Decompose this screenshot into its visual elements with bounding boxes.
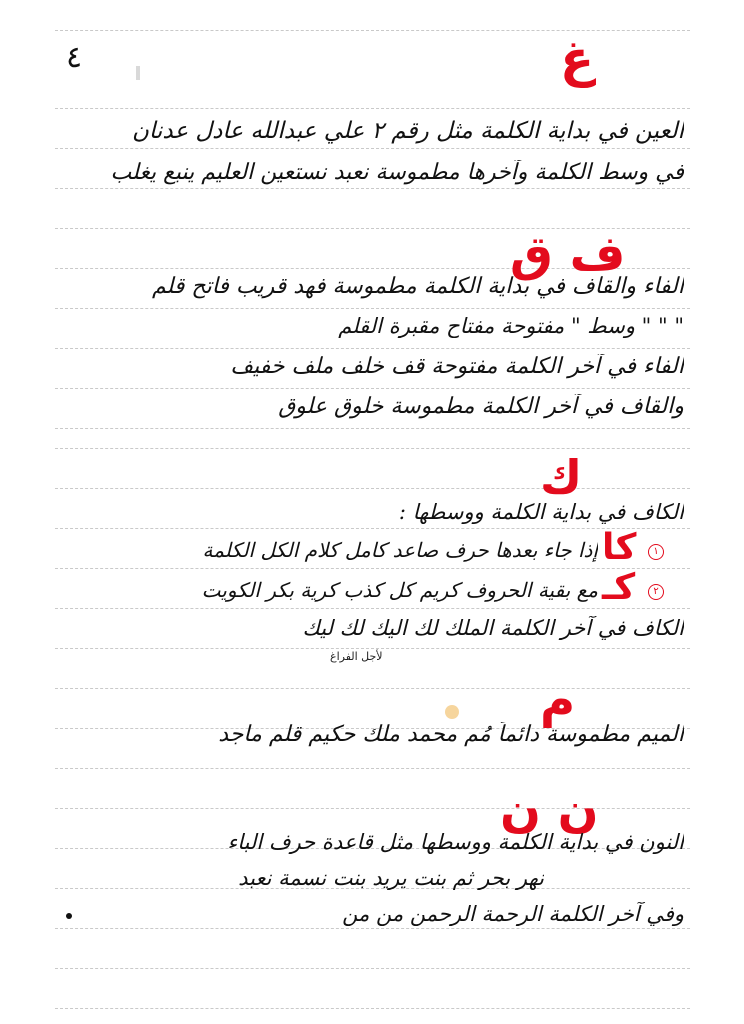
margin-note: لأجل الفراغ (330, 650, 383, 663)
ruled-line (55, 568, 690, 569)
text-line: الكاف في بداية الكلمة ووسطها : (398, 500, 684, 524)
text-line: العين في بداية الكلمة مثل رقم ٢ علي عبدالله عادل عدنان (132, 118, 684, 144)
ruled-line (55, 148, 690, 149)
ink-stain (445, 705, 459, 719)
text-line: الفاء والقاف في بداية الكلمة مطموسة فهد قريب فاتح قلم (151, 274, 684, 299)
section-heading-ghain: غ (560, 30, 595, 88)
ruled-line (55, 428, 690, 429)
ruled-line (55, 768, 690, 769)
text-line: في وسط الكلمة وآخرها مطموسة نعبد نستعين العليم ينبع يغلب (110, 160, 684, 185)
ruled-line (55, 1008, 690, 1009)
kaf-form-medial: كـ (602, 567, 636, 608)
ruled-line (55, 348, 690, 349)
ruled-line (55, 648, 690, 649)
text-line: الميم مطموسة دائماً مُم محمد ملك حكيم قلم ماجد (218, 722, 684, 747)
text-line: إذا جاء بعدها حرف صاعد كامل كلام الكل الكلمة (202, 538, 598, 562)
ruled-line (55, 448, 690, 449)
list-number-1: ١ (648, 544, 664, 560)
text-line: النون في بداية الكلمة ووسطها مثل قاعدة حرف الباء (227, 830, 684, 854)
ruled-line (55, 30, 690, 31)
text-line: نهر بحر ثم بنت يريد بنت نسمة نعبد (238, 866, 544, 890)
text-line: وفي آخر الكلمة الرحمة الرحمن من من (342, 902, 684, 926)
section-heading-nun: ن ن (500, 782, 599, 838)
ruled-line (55, 108, 690, 109)
text-line: مع بقية الحروف كريم كل كذب كرية بكر الكويت (201, 578, 598, 602)
ruled-line (55, 188, 690, 189)
ruled-line (55, 308, 690, 309)
bullet-dot (66, 913, 72, 919)
ruled-line (55, 608, 690, 609)
section-heading-kaf: ك (540, 450, 583, 504)
section-heading-mim: م (540, 672, 576, 728)
text-line: الكاف في آخر الكلمة الملك لك اليك لك ليك (302, 616, 684, 640)
ruled-line (55, 688, 690, 689)
section-heading-fa-qaf: ف ق (510, 226, 626, 282)
ruled-line (55, 928, 690, 929)
text-line: " " " وسط " مفتوحة مفتاح مقبرة القلم (338, 314, 684, 338)
margin-mark (136, 66, 140, 80)
ruled-line (55, 528, 690, 529)
text-line: والقاف في آخر الكلمة مطموسة خلوق علوق (278, 394, 684, 419)
page-number: ٤ (66, 40, 83, 75)
list-number-2: ٢ (648, 584, 664, 600)
ruled-line (55, 388, 690, 389)
ruled-line (55, 968, 690, 969)
ruled-line (55, 488, 690, 489)
text-line: الفاء في آخر الكلمة مفتوحة قف خلف ملف خفيف (230, 354, 684, 379)
kaf-form-initial-a: كا (602, 527, 637, 568)
